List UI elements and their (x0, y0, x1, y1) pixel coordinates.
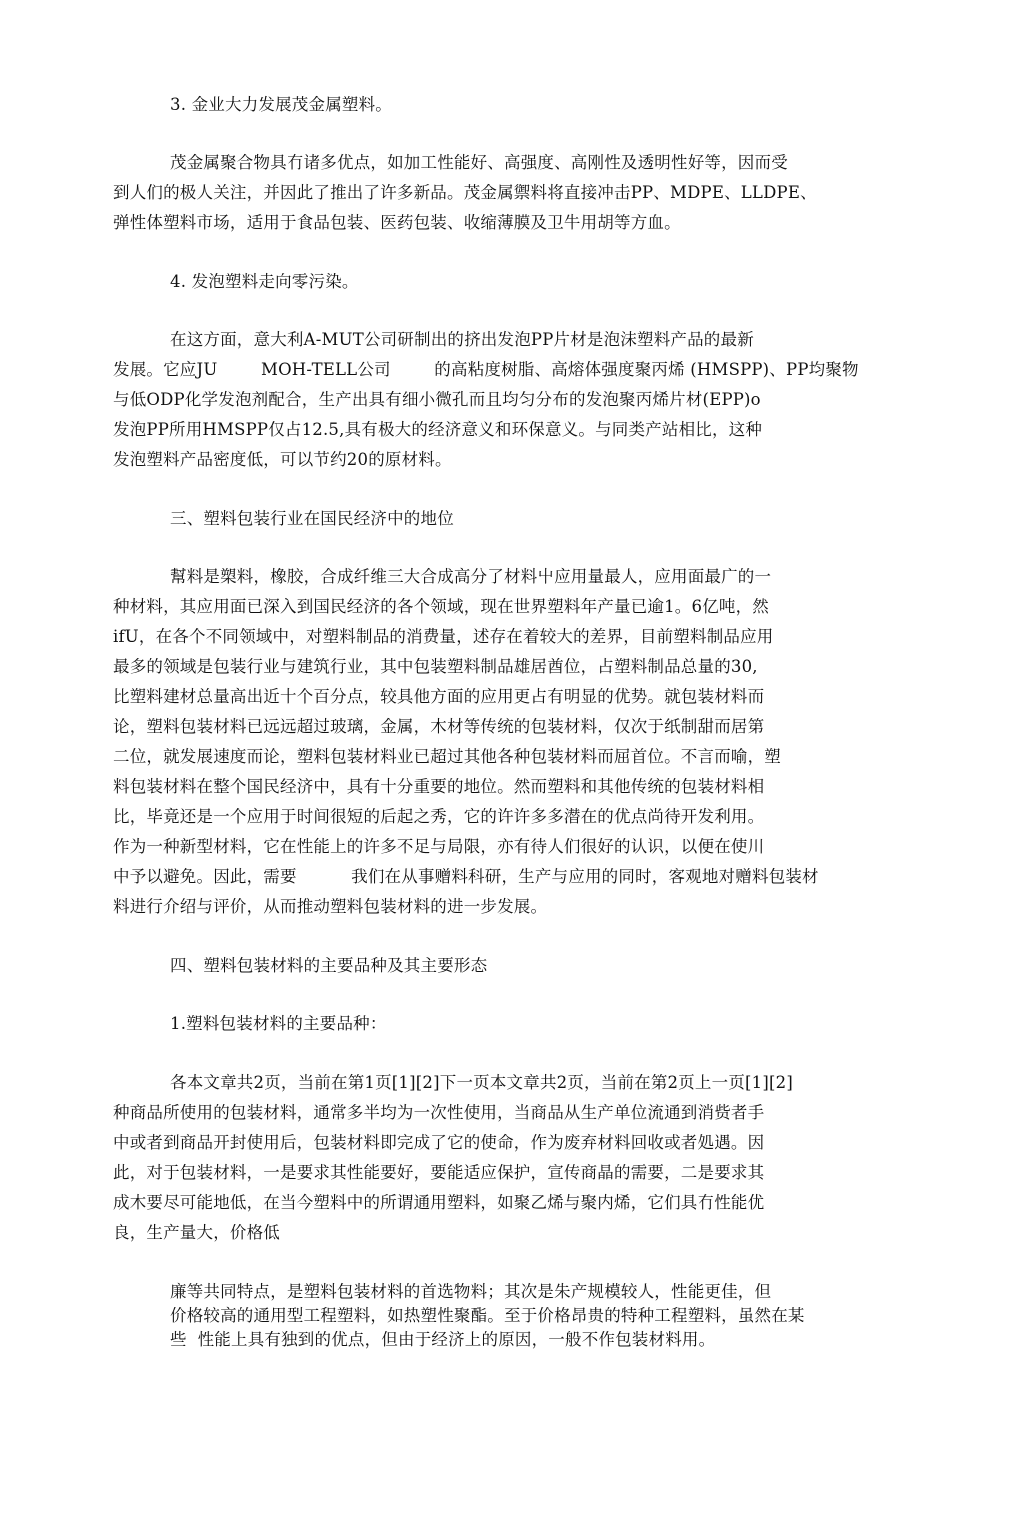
paragraph-line: 发泡PP所用HMSPP仅占12.5,具有极大的经济意义和环保意义。与同类产站相比，这种 (113, 420, 763, 439)
heading-foam: 4. 发泡塑料走向零污染。 (170, 272, 359, 291)
paragraph-line: ifU，在各个不同领域中，对塑料制品的消费量，述存在着较大的差界，目前塑料制品应用 (113, 627, 774, 646)
paragraph-line: 价格较高的通用型工程塑料，如热塑性聚酯。至于价格昂贵的特种工程塑料，虽然在某 (170, 1306, 805, 1325)
paragraph-line: 幫料是槊料，橡胶，合成纤维三大合成高分了材料屮应用量最人，应用面最广的一 (170, 567, 772, 586)
paragraph-line: 比，毕竟还是一个应用于时间很短的后起之秀，它的许许多多潜在的优点尚待开发利用。 (113, 807, 765, 826)
paragraph-line: 作为一种新型材料，它在性能上的许多不足与局限，亦有待人们很好的认识，以便在使川 (113, 837, 765, 856)
section-heading-status: 三、塑料包装行业在国民经济中的地位 (170, 509, 454, 528)
paragraph-line: 良，生产量大，价格低 (113, 1223, 280, 1242)
paragraph-line: 中或者到商品开封使用后，包装材料即完成了它的使命，作为废弃材料回收或者処遇。因 (113, 1133, 765, 1152)
paragraph-line: 比塑料建材总量高出近十个百分点，较具他方面的应用更占有明显的优势。就包装材料而 (113, 687, 765, 706)
paragraph-line: 成木要尽可能地低，在当今塑料中的所谓通用塑料，如聚乙烯与聚内烯，它们具冇性能优 (113, 1193, 765, 1212)
paragraph-line: 种商品所使用的包装材料，通常多半均为一次性使用，当商品从生产单位流通到消赀者手 (113, 1103, 765, 1122)
paragraph-line: 种材料，其应用面已深入到国民经济的各个领域，现在世界塑料年产量已逾1。6亿吨，然 (113, 597, 769, 616)
paragraph-line: 二位，就发展速度而论，塑料包装材料业已超过其他各种包装材料而屈首位。不言而喻，塑 (113, 747, 781, 766)
paragraph-line: 在这方面，意大利A-MUT公司研制出的挤出发泡PP片材是泡沫塑料产品的最新 (170, 330, 754, 349)
paragraph-line: 廉等共同特点，是塑料包装材料的首选物料；其次是朱产规模较人，性能更佳，但 (170, 1282, 772, 1301)
section-heading-varieties: 四、塑料包装材料的主要品种及其主要形态 (170, 956, 488, 975)
subheading-main-varieties: 1.塑料包装材料的主要品种： (170, 1014, 387, 1033)
paragraph-line: 与低ODP化学发泡剂配合，生产出具有细小微孔而且均匀分布的发泡聚丙烯片材(EPP)o (113, 390, 761, 409)
heading-metallocene: 3. 金业大力发展茂金属塑料。 (170, 95, 392, 114)
paragraph-line: 最多的领域是包装行业与建筑行业，其中包装塑料制品雄居酋位，占塑料制品总量的30, (113, 657, 758, 676)
paragraph-line: 些 性能上具有独到的优点，但由于经济上的原因，一般不作包装材料用。 (170, 1330, 716, 1349)
paragraph-line: 茂金属聚合物具冇诸多优点，如加工性能好、高强度、高刚性及透明性好等，因而受 (170, 153, 788, 172)
paragraph-line: 论，塑料包装材料已远远超过玻璃，金属，木材等传统的包装材料，仅次于纸制甜而居第 (113, 717, 765, 736)
paragraph-line: 中予以避免。因此，需要 我们在从事赠料科研，生产与应用的同时，客观地对赠料包装材 (113, 867, 819, 886)
paragraph-line: 料进行介绍与评价，从而推动塑料包装材料的进一步发展。 (113, 897, 548, 916)
paragraph-line: 料包装材料在整个国民经济中，具有十分重要的地位。然而塑料和其他传统的包装材料相 (113, 777, 765, 796)
paragraph-line: 此，对于包装材料，一是要求其性能要好，要能适应保护，宣传商晶的需要，二是要求其 (113, 1163, 765, 1182)
paragraph-line: 弹性体塑料市场，适用于食品包装、医药包装、收缩薄膜及卫牛用胡等方血。 (113, 213, 681, 232)
paragraph-line: 到人们的极人关注，并因此了推出了许多新品。茂金属禦料将直接冲击PP、MDPE、LLDPE、 (113, 183, 817, 202)
pagination-text: 各本文章共2页，当前在第1页[1][2]下一页本文章共2页，当前在第2页上一页[1][2] (170, 1073, 793, 1092)
paragraph-line: 发泡塑料产品密度低，可以节约20的原材料。 (113, 450, 452, 469)
paragraph-line: 发展。它应JU MOH-TELL公司 的高粘度树脂、高熔体强度聚丙烯 (HMSPP)、PP均聚物 (113, 360, 859, 379)
